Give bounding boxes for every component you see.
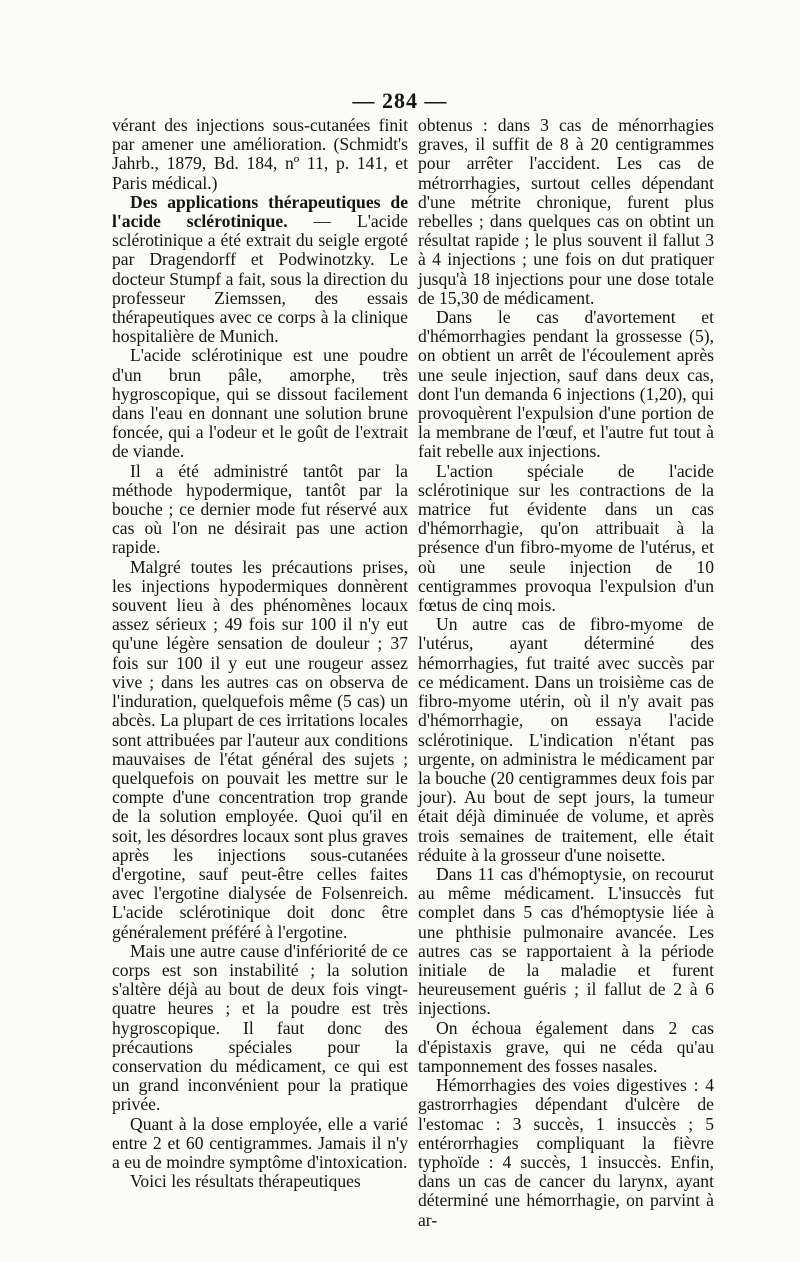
paragraph: Hémorrhagies des voies digestives : 4 gastrorrhagies dépendant d'ulcère de l'estomac : 3 succès, 1 insuccès ; 5 entérorrhagies compliquant la fièvre typhoïde : 4 succès, 1 insuccès. Enfin, dans un cas de cancer du larynx, ayant déterminé une hémorrhagie, on parvint à ar- (418, 1075, 714, 1230)
section-heading: Des applications thérapeutiques de l'acide sclérotinique. (112, 191, 408, 232)
paragraph: L'acide sclérotinique est une poudre d'un brun pâle, amorphe, très hygroscopique, qui se dissout facilement dans l'eau en donnant une solution brune foncée, qui a l'odeur et le goût de l'extrait de viande. (112, 345, 408, 462)
paragraph: vérant des injections sous-cutanées finit par amener une amélioration. (Schmidt's Jahrb., 1879, Bd. 184, nº 11, p. 141, et Paris médical.) (112, 115, 408, 193)
paragraph: Mais une autre cause d'infériorité de ce corps est son instabilité ; la solution s'altère déjà au bout de deux fois vingt-quatre heures ; et la poudre est très hygroscopique. Il faut donc des précautions spéciales pour la conservation du médicament, ce qui est un grand inconvénient pour la pratique privée. (112, 940, 408, 1115)
paragraph: Malgré toutes les précautions prises, les injections hypodermiques donnèrent souvent lieu à des phénomènes locaux assez sérieux ; 49 fois sur 100 il n'y eut qu'une légère sensation de douleur ; 37 fois sur 100 il y eut une rougeur assez vive ; dans les autres cas on observa de l'induration, quelquefois même (5 cas) un abcès. La plupart de ces irritations locales sont attribuées par l'auteur aux conditions mauvaises de l'état général des sujets ; quelquefois on pouvait les mettre sur le compte d'une concentration trop grande de la solution employée. Quoi qu'il en soit, les désordres locaux sont plus graves après les injections sous-cutanées d'ergotine, sauf peut-être celles faites avec l'ergotine dialysée de Folsenreich. L'acide sclérotinique doit donc être généralement préféré à l'ergotine. (112, 556, 408, 942)
paragraph: Voici les résultats thérapeutiques (130, 1171, 361, 1192)
paragraph: L'action spéciale de l'acide sclérotinique sur les contractions de la matrice fut évidente dans un cas d'hémorrhagie, qu'on attribuait à la présence d'un fibro-myome de l'utérus, et où une seule injection de 10 centigrammes provoqua l'expulsion d'un fœtus de cinq mois. (418, 460, 714, 616)
paragraph: Dans 11 cas d'hémoptysie, on recourut au même médicament. L'insuccès fut complet dans 5 cas d'hémoptysie liée à une phthisie pulmonaire avancée. Les autres cas se rapportaient à la période initiale de la maladie et furent heureusement guéris ; il fallut de 2 à 6 injections. (418, 863, 714, 1019)
right-column (418, 116, 714, 1230)
paragraph-text: — L'acide sclérotinique a été extrait du seigle ergoté par Dragendorff et Podwinotzky. Le docteur Stumpf a fait, sous la direction du professeur Ziemssen, des essais thérapeutiques avec ce corps à la clinique hospitalière de Munich. (112, 211, 408, 347)
paragraph: Il a été administré tantôt par la méthode hypodermique, tantôt par la bouche ; ce dernier mode fut réservé aux cas où l'on ne désirait pas une action rapide. (112, 460, 408, 558)
paragraph: Quant à la dose employée, elle a varié entre 2 et 60 centigrammes. Jamais il n'y a eu de moindre symptôme d'intoxication. (112, 1113, 408, 1172)
left-column (112, 116, 408, 1191)
paragraph: Dans le cas d'avortement et d'hémorrhagies pendant la grossesse (5), on obtient un arrêt de l'écoulement après une seule injection, sauf dans deux cas, dont l'un demanda 6 injections (1,20), qui provoquèrent l'expulsion d'une portion de la membrane de l'œuf, et l'autre fut tout à fait rebelle aux injections. (418, 307, 714, 462)
paragraph: obtenus : dans 3 cas de ménorrhagies graves, il suffit de 8 à 20 centigrammes pour arrêter l'accident. Les cas de métrorrhagies, surtout celles dépendant d'une métrite chronique, furent plus rebelles ; dans quelques cas on obtint un résultat rapide ; le plus souvent il fallut 3 à 4 injections ; une fois on dut pratiquer jusqu'à 18 injections pour une dose totale de 15,30 de médicament. (418, 115, 714, 308)
paragraph: Un autre cas de fibro-myome de l'utérus, ayant déterminé des hémorrhagies, fut traité avec succès par ce médicament. Dans un troisième cas de fibro-myome utérin, où il n'y avait pas d'hémorrhagie, on essaya l'acide sclérotinique. L'indication n'étant pas urgente, on administra le médicament par la bouche (20 centigrammes deux fois par jour). Au bout de sept jours, la tumeur était déjà diminuée de volume, et après trois semaines de traitement, elle était réduite à la grosseur d'une noisette. (418, 614, 714, 865)
page-number: — 284 — (352, 88, 448, 113)
paragraph (112, 193, 408, 347)
paragraph: On échoua également dans 2 cas d'épistaxis grave, qui ne céda qu'au tamponnement des fosses nasales. (418, 1017, 714, 1076)
